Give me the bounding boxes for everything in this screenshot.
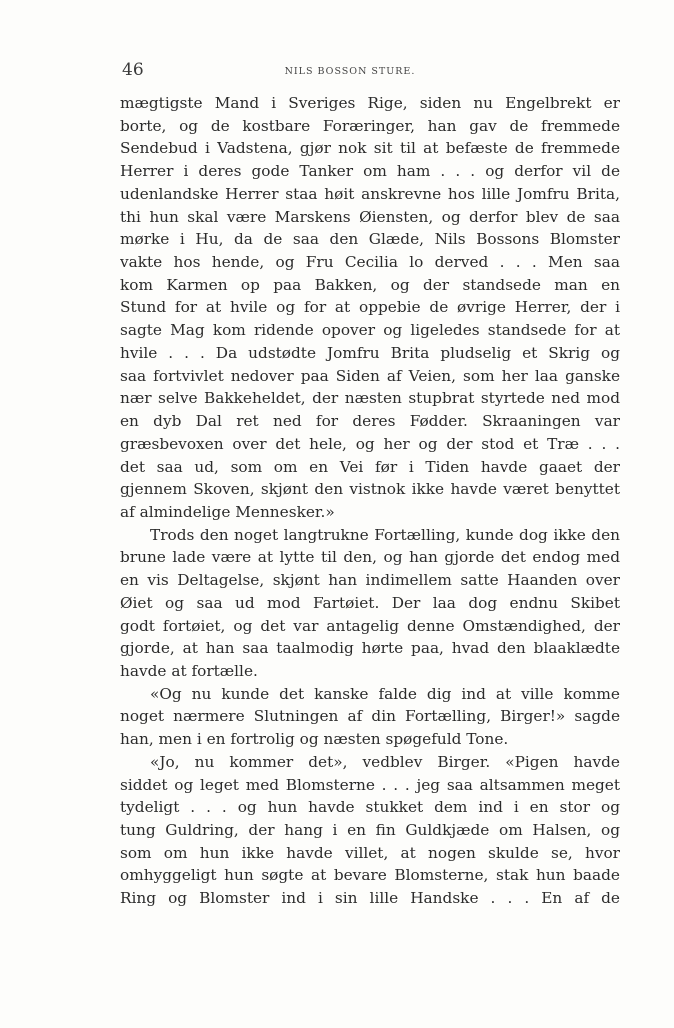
- text-line: mørke i Hu, da de saa den Glæde, Nils Bossons Blomster: [120, 230, 620, 249]
- text-line: vakte hos hende, og Fru Cecilia lo derved . . . Men saa: [120, 253, 620, 272]
- text-line: en vis Deltagelse, skjønt han indimellem satte Haanden over: [120, 571, 620, 590]
- text-line: udenlandske Herrer staa høit anskrevne hos lille Jomfru Brita,: [120, 184, 620, 203]
- text-line: Herrer i deres gode Tanker om ham . . . og derfor vil de: [120, 162, 620, 181]
- text-line: brune lade være at lytte til den, og han gjorde det endog med: [120, 548, 620, 567]
- text-line: siddet og leget med Blomsterne . . . jeg saa altsammen meget: [120, 775, 620, 794]
- text-line: en dyb Dal ret ned for deres Fødder. Skraaningen var: [120, 412, 620, 431]
- text-line: kom Karmen op paa Bakken, og der standsede man en: [120, 275, 620, 294]
- body-text: [120, 92, 620, 910]
- text-line: græsbevoxen over det hele, og her og der stod et Træ . . .: [120, 434, 620, 453]
- text-line: havde at fortælle.: [120, 661, 258, 680]
- text-line: borte, og de kostbare Foræringer, han gav de fremmede: [120, 116, 620, 135]
- text-line: tydeligt . . . og hun havde stukket dem ind i en stor og: [120, 798, 620, 817]
- text-line: Stund for at hvile og for at oppebie de øvrige Herrer, der i: [120, 298, 620, 317]
- text-line: Trods den noget langtrukne Fortælling, kunde dog ikke den: [150, 525, 620, 544]
- text-line: omhyggeligt hun søgte at bevare Blomsterne, stak hun baade: [120, 866, 620, 885]
- running-head: NILS BOSSON STURE.: [284, 66, 416, 77]
- text-line: mægtigste Mand i Sveriges Rige, siden nu Engelbrekt er: [120, 94, 620, 112]
- text-line: gjorde, at han saa taalmodig hørte paa, hvad den blaaklædte: [120, 639, 620, 658]
- text-line: tung Guldring, der hang i en fin Guldkjæde om Halsen, og: [120, 821, 620, 839]
- text-line: han, men i en fortrolig og næsten spøgefuld Tone.: [120, 730, 509, 749]
- text-line: thi hun skal være Marskens Øiensten, og derfor blev de saa: [120, 207, 620, 226]
- text-line: «Jo, nu kommer det», vedblev Birger. «Pigen havde: [150, 752, 620, 771]
- text-line: gjennem Skoven, skjønt den vistnok ikke havde været benyttet: [120, 480, 620, 499]
- text-line: af almindelige Mennesker.»: [120, 502, 335, 521]
- text-line: hvile . . . Da udstødte Jomfru Brita pludselig et Skrig og: [120, 343, 620, 362]
- text-line: Sendebud i Vadstena, gjør nok sit til at befæste de fremmede: [120, 139, 620, 158]
- text-line: godt fortøiet, og det var antagelig denne Omstændighed, der: [120, 616, 620, 635]
- text-line: Øiet og saa ud mod Fartøiet. Der laa dog endnu Skibet: [120, 593, 620, 612]
- text-line: saa fortvivlet nedover paa Siden af Veien, som her laa ganske: [120, 366, 620, 385]
- text-line: nær selve Bakkeheldet, der næsten stupbrat styrtede ned mod: [120, 389, 620, 408]
- text-line: noget nærmere Slutningen af din Fortælling, Birger!» sagde: [120, 707, 620, 726]
- text-line: det saa ud, som om en Vei før i Tiden havde gaaet der: [120, 457, 620, 476]
- page-number: 46: [122, 60, 144, 80]
- text-line: sagte Mag kom ridende opover og ligeledes standsede for at: [120, 321, 620, 340]
- text-line: Ring og Blomster ind i sin lille Handske . . . En af de: [120, 889, 620, 908]
- text-line: som om hun ikke havde villet, at nogen skulde se, hvor: [120, 843, 620, 862]
- text-line: «Og nu kunde det kanske falde dig ind at ville komme: [150, 684, 620, 703]
